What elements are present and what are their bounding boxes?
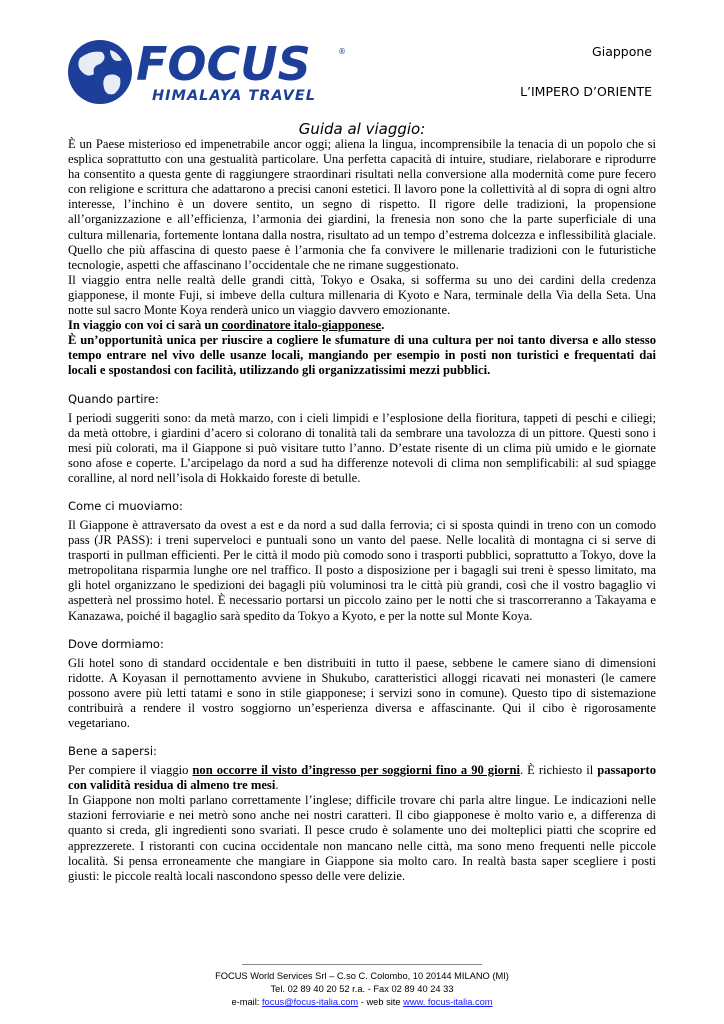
visa-paragraph [68, 763, 656, 793]
visa-lead: Per compiere il viaggio [68, 763, 193, 778]
visa-highlight: non occorre il visto d’ingresso per soggiorni fino a 90 giorni [192, 763, 520, 778]
coordinator-lead: In viaggio con voi ci sarà un [68, 318, 222, 333]
footer-company: FOCUS World Services Srl – C.so C. Colombo, 10 20144 MILANO (MI) [215, 971, 509, 981]
company-logo [66, 36, 366, 108]
country-label: Giappone [592, 44, 652, 59]
itinerary-paragraph: Il viaggio entra nelle realtà delle grandi città, Tokyo e Osaka, si sofferma su uno dei cardini della credenza giapponese, il monte Fuji, si imbeve della cultura millenaria di Kyoto e Nara, terminale della Via della Seta. Una notte sul sacro Monte Koya renderà unico un viaggio davvero emozionante. [68, 272, 656, 318]
website-link[interactable]: www. focus-italia.com [403, 997, 493, 1007]
coordinator-paragraph [68, 318, 656, 333]
logo-main-text: FOCUS [136, 37, 311, 91]
email-label: e-mail: [231, 997, 262, 1007]
coordinator-end: . [381, 318, 385, 333]
footer-divider [242, 964, 482, 965]
visa-mid: . È richiesto il [520, 763, 598, 778]
document-subtitle: L’IMPERO D’ORIENTE [520, 84, 652, 99]
section-heading-come: Come ci muoviamo: [68, 498, 183, 513]
visa-end: . [275, 778, 279, 793]
passport-highlight: passaporto con validità residua di almeno tre mesi [68, 763, 656, 793]
logo-sub-text: HIMALAYA TRAVEL [152, 88, 317, 104]
section-text-dove: Gli hotel sono di standard occidentale e ben distribuiti in tutto il paese, sebbene le camere siano di dimensioni ridotte. A Koyasan il pernottamento avviene in Shukubo, caratteristici alloggi ricavati nei monasteri (le camere possono avere più letti tatami e sono in stile giapponese; i servizi sono in comune). Questo tipo di sistemazione contribuirà a rendere il vostro soggiorno un’esperienza diversa e affascinante. Qui il cibo è rigorosamente vegetariano. [68, 655, 656, 730]
website-label: - web site [358, 997, 404, 1007]
main-content [68, 137, 656, 884]
footer-phone: Tel. 02 89 40 20 52 r.a. - Fax 02 89 40 24 33 [270, 984, 454, 994]
email-link[interactable]: focus@focus-italia.com [261, 997, 359, 1007]
section-heading-dove: Dove dormiamo: [68, 636, 164, 651]
document-header [520, 44, 652, 104]
section-text-quando: I periodi suggeriti sono: da metà marzo, con i cieli limpidi e l’esplosione della fioritura, tappeti di peschi e ciliegi; da metà ottobre, i giardini d’acero si colorano di tonalità tali da sembrare una tavolozza di un pittore. Questi sono i mesi più colorati, ma il Giappone si può visitare tutto l’anno. D’estate risente di un clima più umido e le giornate sono afose e coperte. L’arcipelago da nord a sud ha differenze notevoli di clima non semplificabili: al sud spiagge coralline, al nord nell’isola di Hokkaido foreste di betulle. [68, 410, 656, 485]
intro-paragraph: È un Paese misterioso ed impenetrabile ancor oggi; aliena la lingua, incomprensibile la tenacia di un popolo che si esplica soprattutto con una gestualità particolare. Una perfetta capacità di intuire, studiare, rielaborare e riprodurre ha consentito a questa gente di raggiungere straordinari risultati nella conversione alla modernità come pure fecero con religione e scrittura che adattarono a precisi canoni estetici. Il lavoro pone la collettività al di sopra di ogni altro interesse, l’inchino è un dovere sentito, un segno di rispetto. Il rigore delle tradizioni, la propensione all’organizzazione e all’efficienza, l’armonia dei giardini, la frenesia non sono che la parte superficiale di una cultura millenaria, fortemente lontana dalla nostra, risultato ad un tempo d’estrema dolcezza e inflessibilità glaciale. Quello che più affascina di questo paese è l’armonia che fa convivere le millenarie tradizioni con le futuristiche tecnologie, aspetti che affascinano l’occidentale che ne rimane suggestionato. [68, 137, 656, 272]
logo-graphic [66, 36, 366, 108]
opportunity-paragraph: È un’opportunità unica per riuscire a cogliere le sfumature di una cultura per noi tanto diversa e allo stesso tempo entrare nel vivo delle usanze locali, mangiando per esempio in posti non turistici e frequentati dai locali e spostandosi con facilità, utilizzando gli organizzatissimi mezzi pubblici. [68, 333, 656, 378]
section-text-come: Il Giappone è attraversato da ovest a est e da nord a sud dalla ferrovia; ci si sposta quindi in treno con un comodo pass (JR PASS): i treni superveloci e puntuali sono un vanto del paese. Nelle località di montagna ci si serve di trasporti in pullman efficienti. Per le città il modo più comodo sono i trasporti pubblici, soprattutto a Tokyo, dove la metropolitana risparmia lunghe ore nel traffico. Il posto a disposizione per i bagagli sui treni è spesso limitato, ma gli hotel organizzano le spedizioni dei bagagli più voluminosi tra le città più grandi, così che il vostro bagaglio vi aspetterà nel prossimo hotel. È necessario portarsi un piccolo zaino per le notti che si trascorreranno a Takayama e Kanazawa, poiché il bagaglio sarà spedito da Tokyo a Kyoto, e per la notte sul Monte Koya. [68, 517, 656, 623]
footer-contacts [0, 996, 724, 1009]
page-title: Guida al viaggio: [298, 120, 426, 138]
section-heading-quando: Quando partire: [68, 391, 159, 406]
svg-text:®: ® [338, 47, 346, 56]
section-heading-bene: Bene a sapersi: [68, 744, 157, 759]
globe-icon [68, 40, 132, 104]
section-text-bene: In Giappone non molti parlano correttamente l’inglese; difficile trovare chi parla altre lingue. Le indicazioni nelle stazioni ferroviarie e nei metrò sono anche nei nostri caratteri. Il cibo giapponese è molto vario e, a differenza di quanto si creda, gli ingredienti sono svariati. Il pesce crudo è solamente uno dei molteplici piatti che scoprire ed apprezzerete. I ristoranti con cucina occidentale non mancano nelle città, ma sono meno frequenti nelle piccole località. Si pensa erroneamente che mangiare in Giappone sia molto caro. In realtà basta saper scegliere i posti giusti: le piccole realtà locali nascondono spesso delle vere delizie. [68, 793, 656, 883]
coordinator-highlight: coordinatore italo-giapponese [221, 318, 382, 333]
page-footer [0, 970, 724, 1009]
